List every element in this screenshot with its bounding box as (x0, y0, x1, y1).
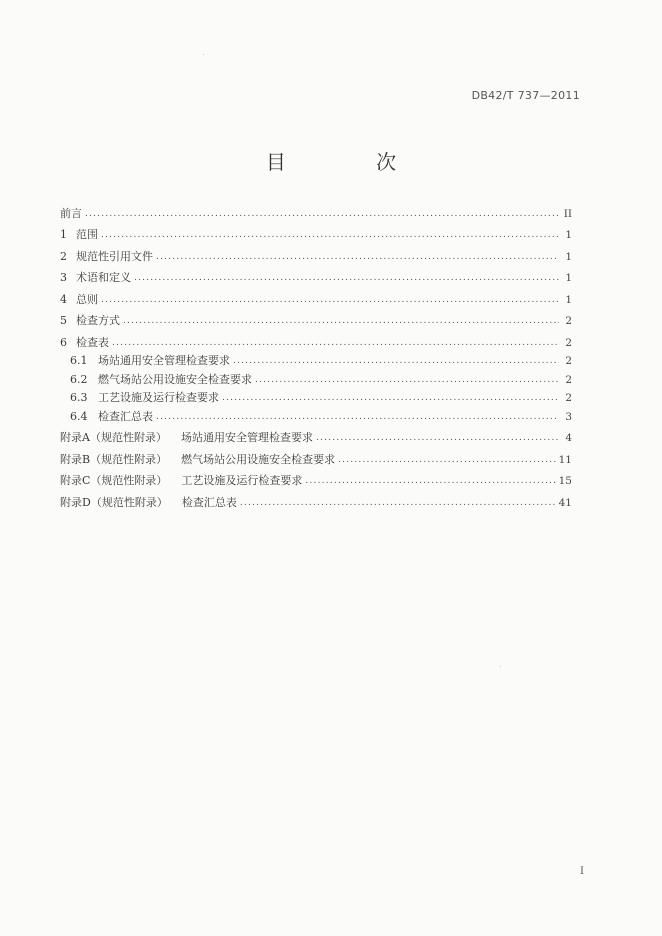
toc-leader-dots (222, 391, 559, 405)
toc-leader-dots (123, 314, 559, 328)
toc-entry-label: 范围 (76, 228, 98, 241)
toc-entry-page: 1 (565, 250, 572, 263)
toc-leader-dots (156, 250, 559, 264)
toc-leader-dots (338, 453, 556, 467)
toc-entry-label: 检查汇总表 (98, 409, 153, 423)
toc-entry-page: 3 (565, 410, 572, 423)
toc-annex-label: 附录D（规范性附录） (60, 495, 168, 509)
toc-entry-6[interactable] (60, 328, 572, 350)
toc-leader-dots (85, 207, 559, 221)
toc-entry-annex-c[interactable] (60, 467, 572, 489)
toc-entry-label: 场站通用安全管理检查要求 (98, 354, 230, 367)
toc-entry-label: 场站通用安全管理检查要求 (180, 431, 313, 444)
toc-entry-label: 燃气场站公用设施安全检查要求 (98, 372, 252, 386)
toc-entry-label: 工艺设施及运行检查要求 (181, 474, 303, 487)
toc-entry-label: 检查表 (76, 335, 109, 349)
toc-entry-annex-a[interactable] (60, 424, 572, 446)
toc-entry-label: 总则 (76, 292, 98, 306)
toc-entry-page: 1 (565, 293, 572, 306)
toc-entry-number: 5 (60, 314, 67, 327)
toc-leader-dots (112, 336, 559, 350)
toc-entry-page: 11 (558, 453, 572, 466)
toc-entry-annex-d[interactable] (60, 488, 572, 510)
toc-entry-label: 燃气场站公用设施安全检查要求 (181, 452, 336, 466)
toc-entry-label: 规范性引用文件 (76, 249, 153, 263)
toc-entry-foreword[interactable] (60, 199, 572, 221)
toc-leader-dots (240, 496, 556, 510)
toc-entry-annex-b[interactable] (60, 445, 572, 467)
toc-entry-number: 3 (60, 271, 67, 284)
toc-entry-number: 1 (60, 228, 67, 241)
toc-entry-label: 前言 (60, 206, 82, 220)
toc-entry-number: 4 (60, 292, 67, 306)
toc-entry-label: 术语和定义 (76, 271, 131, 284)
toc-entry-page: 2 (565, 336, 572, 349)
toc-entry-page: 4 (565, 432, 572, 444)
toc-leader-dots (255, 373, 559, 387)
toc-entry-3[interactable] (60, 264, 572, 286)
toc-entry-number: 6.4 (70, 409, 88, 423)
page-title: 目 次 (265, 150, 439, 174)
toc-entry-page: 2 (565, 315, 572, 327)
toc-entry-page: 41 (558, 496, 572, 509)
toc-entry-label: 检查方式 (76, 314, 120, 327)
toc-entry-6-2[interactable] (60, 368, 572, 387)
toc-entry-6-1[interactable] (60, 350, 572, 369)
page-number: I (580, 866, 584, 877)
toc-entry-2[interactable] (60, 242, 572, 264)
scan-speck (500, 666, 501, 667)
toc-entry-page: 1 (565, 272, 572, 284)
toc-entry-6-4[interactable] (60, 405, 572, 424)
toc-leader-dots (156, 410, 559, 424)
toc-entry-label: 检查汇总表 (181, 495, 237, 509)
toc-leader-dots (316, 431, 559, 445)
toc-entry-number: 2 (60, 249, 67, 263)
table-of-contents (60, 199, 572, 510)
toc-leader-dots (101, 228, 559, 242)
toc-entry-number: 6.3 (70, 391, 88, 404)
toc-leader-dots (101, 293, 559, 307)
toc-leader-dots (233, 354, 559, 368)
toc-entry-page: 2 (565, 355, 572, 367)
toc-entry-label: 工艺设施及运行检查要求 (98, 391, 219, 404)
toc-entry-page: 2 (565, 373, 572, 386)
toc-entry-page: II (563, 207, 572, 220)
toc-entry-page: 1 (565, 229, 572, 241)
toc-annex-label: 附录B（规范性附录） (60, 452, 168, 466)
toc-leader-dots (134, 271, 559, 285)
toc-entry-number: 6.2 (70, 372, 88, 386)
toc-entry-page: 2 (565, 392, 572, 404)
toc-entry-number: 6 (60, 335, 67, 349)
toc-leader-dots (305, 474, 555, 488)
toc-annex-label: 附录C（规范性附录） (60, 474, 168, 487)
toc-entry-4[interactable] (60, 285, 572, 307)
scan-speck (203, 54, 204, 55)
toc-annex-label: 附录A（规范性附录） (60, 431, 167, 444)
toc-entry-number: 6.1 (70, 354, 88, 367)
toc-entry-page: 15 (558, 475, 572, 487)
toc-entry-6-3[interactable] (60, 387, 572, 406)
toc-entry-1[interactable] (60, 221, 572, 243)
toc-entry-5[interactable] (60, 307, 572, 329)
document-code: DB42/T 737—2011 (471, 89, 580, 102)
